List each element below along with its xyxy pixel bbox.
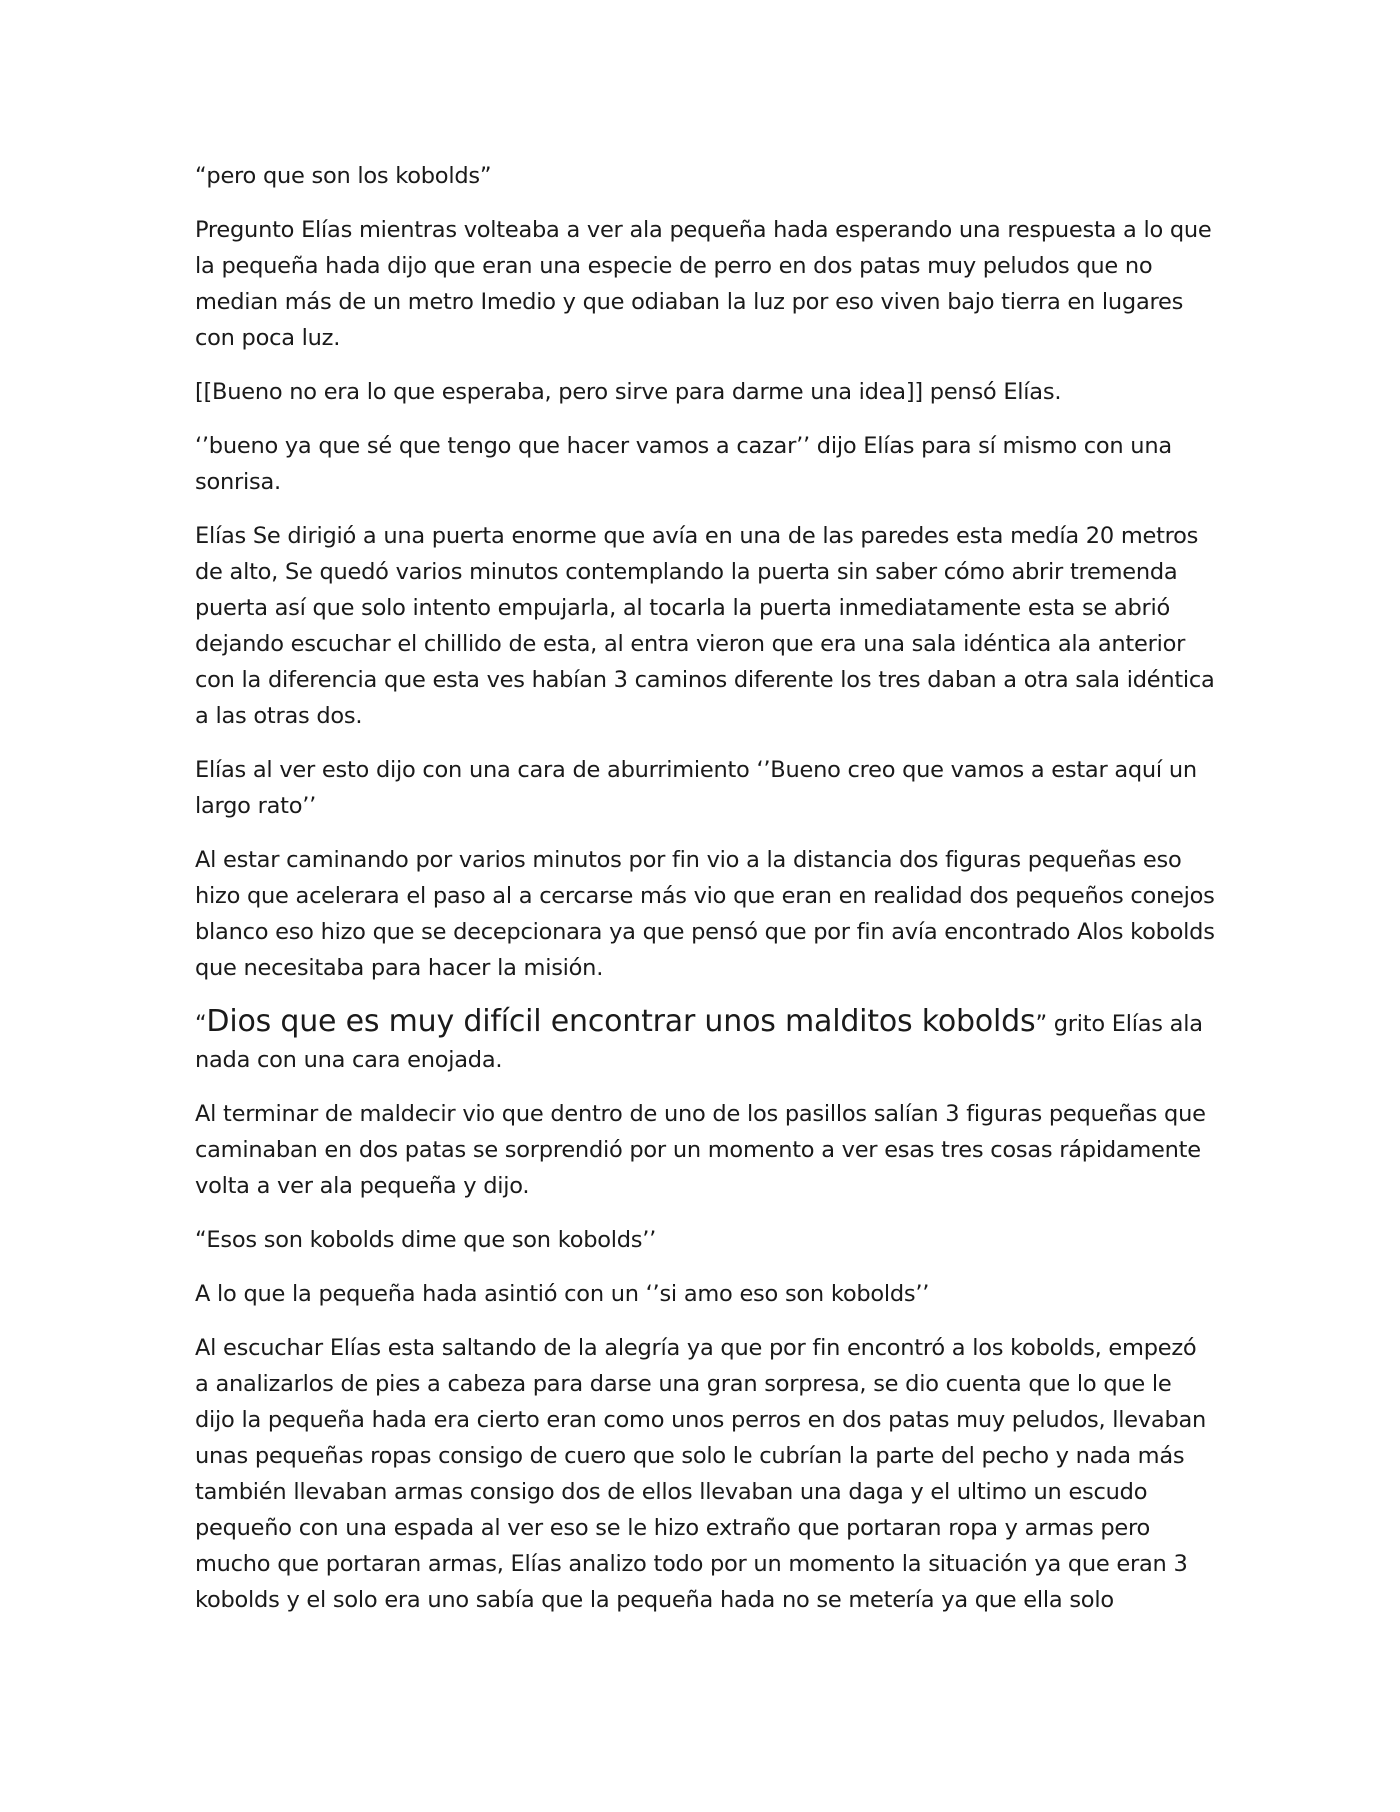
paragraph-9: Al terminar de maldecir vio que dentro de uno de los pasillos salían 3 figuras pequeñas que caminaban en dos patas se sorprendió por un momento a ver esas tres cosas rápidamente volta a ver ala pequeña y dijo. xyxy=(195,1101,1206,1199)
shout-big-text: Dios que es muy difícil encontrar unos malditos kobolds xyxy=(206,1004,1036,1039)
paragraph-1: “pero que son los kobolds” xyxy=(195,163,492,189)
shout-open-quote: “ xyxy=(195,1011,207,1037)
paragraph-4: ‘’bueno ya que sé que tengo que hacer vamos a cazar’’ dijo Elías para sí mismo con una sonrisa. xyxy=(195,433,1172,495)
paragraph-6: Elías al ver esto dijo con una cara de aburrimiento ‘’Bueno creo que vamos a estar aquí un largo rato’’ xyxy=(195,757,1197,819)
paragraph-7: Al estar caminando por varios minutos por fin vio a la distancia dos figuras pequeñas eso hizo que acelerara el paso al a cercarse más vio que eran en realidad dos pequeños conejos blanco eso hizo que se decepcionara ya que pensó que por fin avía encontrado Alos kobolds que necesitaba para hacer la misión. xyxy=(195,847,1215,981)
paragraph-11: A lo que la pequeña hada asintió con un ‘’si amo eso son kobolds’’ xyxy=(195,1281,930,1307)
paragraph-5: Elías Se dirigió a una puerta enorme que avía en una de las paredes esta medía 20 metros de alto, Se quedó varios minutos contemplando la puerta sin saber cómo abrir tremenda puerta así que solo intento empujarla, al tocarla la puerta inmediatamente esta se abrió dejando escuchar el chillido de esta, al entra vieron que era una sala idéntica ala anterior con la diferencia que esta ves habían 3 caminos diferente los tres daban a otra sala idéntica a las otras dos. xyxy=(195,523,1215,729)
shout-close-quote: ” xyxy=(1035,1011,1047,1037)
shout-rest: grito Elías ala nada con una cara enojada. xyxy=(195,1011,1203,1073)
paragraph-12: Al escuchar Elías esta saltando de la alegría ya que por fin encontró a los kobolds, empezó a analizarlos de pies a cabeza para darse una gran sorpresa, se dio cuenta que lo que le dijo la pequeña hada era cierto eran como unos perros en dos patas muy peludos, llevaban unas pequeñas ropas consigo de cuero que solo le cubrían la parte del pecho y nada más también llevaban armas consigo dos de ellos llevaban una daga y el ultimo un escudo pequeño con una espada al ver eso se le hizo extraño que portaran ropa y armas pero mucho que portaran armas, Elías analizo todo por un momento la situación ya que eran 3 kobolds y el solo era uno sabía que la pequeña hada no se metería ya que ella solo xyxy=(195,1335,1207,1613)
paragraph-shout xyxy=(195,1004,1215,1078)
paragraph-3: [[Bueno no era lo que esperaba, pero sirve para darme una idea]] pensó Elías. xyxy=(195,379,1062,405)
paragraph-10: “Esos son kobolds dime que son kobolds’’ xyxy=(195,1227,657,1253)
paragraph-2: Pregunto Elías mientras volteaba a ver ala pequeña hada esperando una respuesta a lo que la pequeña hada dijo que eran una especie de perro en dos patas muy peludos que no median más de un metro Imedio y que odiaban la luz por eso viven bajo tierra en lugares con poca luz. xyxy=(195,217,1212,351)
document-body xyxy=(195,158,1215,1636)
